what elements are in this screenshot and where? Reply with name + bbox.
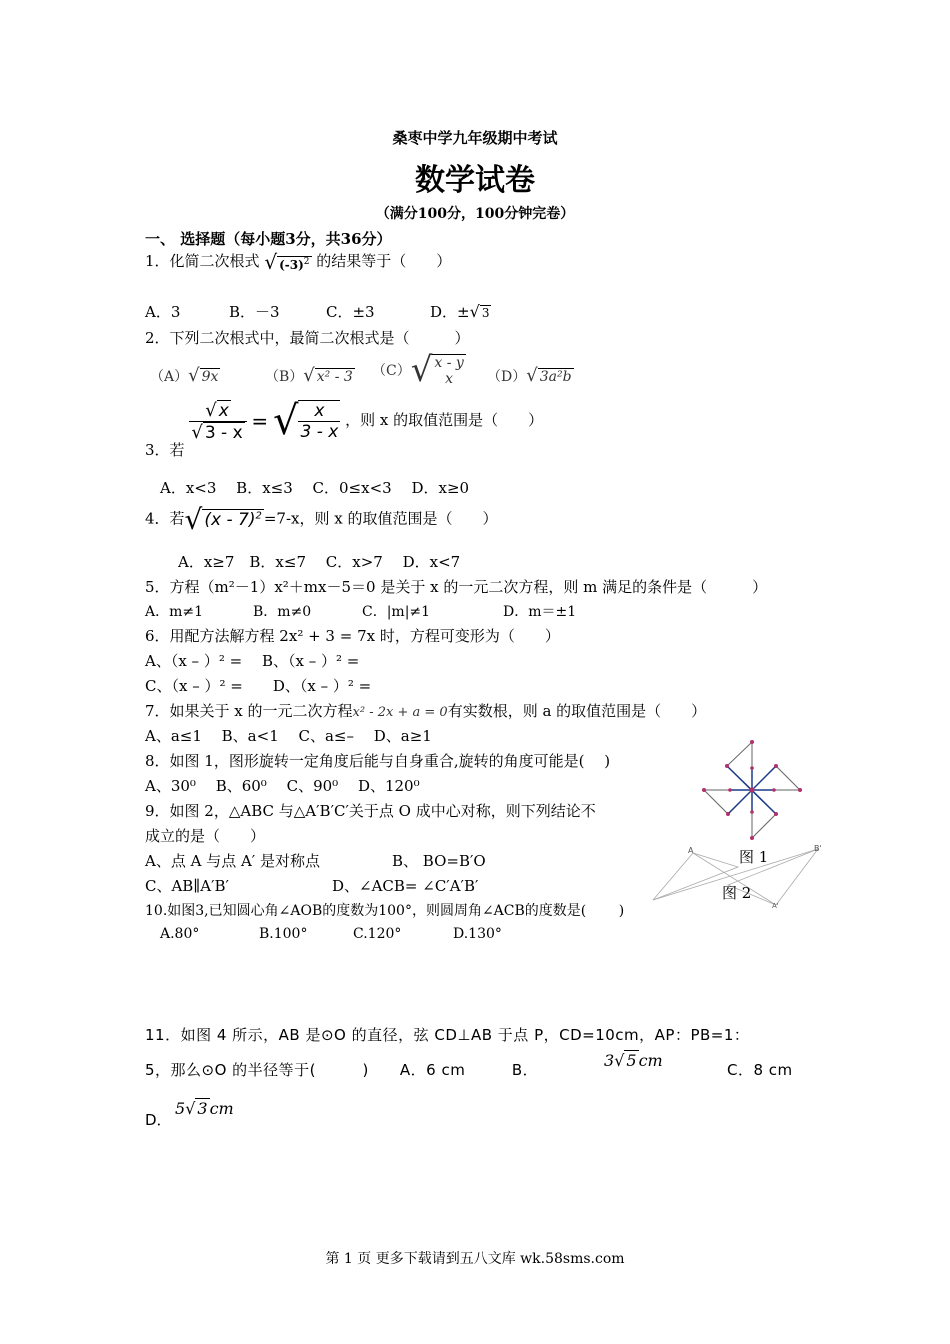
q11-option-c: C．8 cm bbox=[727, 1061, 793, 1079]
question-8: 8．如图 1，图形旋转一定角度后能与自身重合,旋转的角度可能是( ) bbox=[145, 752, 611, 770]
figure-2-point-c: A' bbox=[772, 902, 779, 910]
question-10: 10.如图3,已知圆心角∠AOB的度数为100°，则圆周角∠ACB的度数是( ) bbox=[145, 903, 625, 919]
q2-a-radicand: 9x bbox=[201, 369, 219, 385]
q3-lead: 3．若 bbox=[145, 441, 185, 459]
question-1 bbox=[145, 250, 451, 274]
figure-2-point-b: B' bbox=[814, 844, 822, 853]
q3-tail: ，则 x 的取值范围是（ ） bbox=[345, 411, 544, 429]
q3-options: A．x<3 B．x≤3 C．0≤x<3 D．x≥0 bbox=[160, 479, 470, 497]
q3-left-denominator: √ 3 - x bbox=[191, 421, 243, 443]
figure-1-caption: 图 1 bbox=[739, 848, 769, 866]
figure-2-point-a: A bbox=[688, 846, 694, 855]
question-9-line-1: 9．如图 2，△ABC 与△A′B′C′关于点 O 成中心对称，则下列结论不 bbox=[145, 802, 596, 820]
q1-option-d: D．±√ 3 bbox=[430, 302, 490, 321]
question-6: 6．用配方法解方程 2x² + 3 = 7x 时，方程可变形为（ ） bbox=[145, 627, 560, 645]
question-11-line-2: 5，那么⊙O 的半径等于( ) A．6 cm B． bbox=[145, 1061, 539, 1079]
q11-option-b-value: 3√ 5 cm bbox=[604, 1051, 663, 1070]
q2-d-label: （D） bbox=[487, 369, 527, 385]
exam-school-title: 桑枣中学九年级期中考试 bbox=[392, 129, 558, 147]
question-4: 4．若√ (x - 7)$^2$ =7-x，则 x 的取值范围是（ ） bbox=[145, 503, 498, 536]
q3-right-fraction: $\frac{x}{3 - x}$ bbox=[300, 401, 339, 442]
q2-a-label: （A） bbox=[150, 369, 189, 385]
page-footer: 第 1 页 更多下载请到五八文库 wk.58sms.com bbox=[325, 1251, 625, 1267]
q2-option-a: （A）√ 9x bbox=[150, 365, 219, 386]
q5-option-d: D．m＝±1 bbox=[503, 604, 577, 620]
question-3: 3．若 $\frac{√ x}{√ 3 - x}$ = √ $\frac{x}{3 - x}$ ，则 x 的取值范围是（ ） bbox=[145, 398, 544, 459]
q4-radicand: (x - 7) bbox=[204, 510, 256, 530]
exam-score-note: （满分100分，100分钟完卷） bbox=[375, 206, 575, 222]
question-11-line-1: 11．如图 4 所示，AB 是⊙O 的直径，弦 CD⊥AB 于点 P，CD=10cm，AP：PB=1： bbox=[145, 1026, 750, 1044]
q1-option-c: C．±3 bbox=[326, 303, 375, 321]
question-5: 5．方程（m²－1）x²＋mx－5＝0 是关于 x 的一元二次方程，则 m 满足的条件是（ ） bbox=[145, 578, 768, 596]
q2-c-numerator: x - y bbox=[434, 354, 464, 371]
question-9-line-2: 成立的是（ ） bbox=[145, 827, 266, 845]
q2-option-b: （B）√ x² - 3 bbox=[265, 365, 353, 386]
q1-radicand: (-3) bbox=[279, 258, 304, 272]
q9-option-a: A、点 A 与点 A′ 是对称点 bbox=[145, 852, 320, 870]
figure-1-pinwheel bbox=[700, 738, 810, 843]
figure-2-caption: 图 2 bbox=[722, 884, 752, 902]
q11-option-d-label: D． bbox=[145, 1111, 172, 1129]
q1-option-b: B．－3 bbox=[229, 303, 280, 321]
q2-c-label: （C） bbox=[372, 363, 411, 379]
q10-option-d: D.130° bbox=[453, 926, 502, 942]
q1-stem-end: 的结果等于（ ） bbox=[316, 252, 452, 270]
q9-option-d: D、∠ACB= ∠C′A′B′ bbox=[332, 877, 479, 895]
q1-option-d-radicand: 3 bbox=[481, 306, 490, 320]
q4-exponent: 2 bbox=[255, 510, 262, 522]
q10-option-b: B.100° bbox=[259, 926, 308, 942]
q9-option-b: B、 BO=B′O bbox=[392, 852, 486, 870]
q2-b-radicand: x² - 3 bbox=[316, 369, 353, 385]
q1-option-a: A．3 bbox=[145, 303, 181, 321]
q2-option-d: （D）√ 3a²b bbox=[487, 365, 572, 386]
q2-d-radicand: 3a²b bbox=[539, 369, 572, 385]
q7-equation: x² - 2x + a = 0 bbox=[352, 705, 448, 720]
q7-options: A、a≤1 B、a<1 C、a≤– D、a≥1 bbox=[145, 727, 432, 745]
q2-c-denominator: x bbox=[445, 370, 454, 387]
q3-left-numerator: √ x bbox=[189, 400, 246, 422]
q9-option-c: C、AB∥A′B′ bbox=[145, 877, 229, 895]
q1-radical: √ $(-3)^2$ bbox=[264, 250, 310, 274]
q2-b-label: （B） bbox=[265, 369, 304, 385]
q4-tail: =7-x，则 x 的取值范围是（ ） bbox=[263, 509, 498, 528]
q6-options-row-2: C、（x – ）² = D、（x – ）² = bbox=[145, 677, 372, 695]
question-2: 2．下列二次根式中，最简二次根式是（ ） bbox=[145, 329, 470, 347]
q2-option-c: （C）√ x - y x bbox=[372, 350, 464, 390]
q7-stem-end: 有实数根，则 a 的取值范围是（ ） bbox=[447, 702, 707, 720]
question-7 bbox=[145, 700, 706, 721]
q4-options: A．x≥7 B．x≤7 C．x>7 D．x<7 bbox=[178, 553, 461, 571]
q7-stem-start: 7．如果关于 x 的一元二次方程 bbox=[145, 702, 353, 720]
q5-option-c: C．|m|≠1 bbox=[362, 604, 431, 620]
q6-options-row-1: A、（x – ）² = B、（x – ）² = bbox=[145, 652, 360, 670]
q5-option-a: A．m≠1 bbox=[145, 604, 204, 620]
q1-exponent: 2 bbox=[303, 257, 310, 267]
q5-option-b: B．m≠0 bbox=[253, 604, 312, 620]
q1-option-d-label: D．± bbox=[430, 303, 470, 321]
q1-stem-start: 1．化简二次根式 bbox=[145, 252, 260, 270]
q4-lead: 4．若 bbox=[145, 509, 185, 528]
section-heading: 一、 选择题（每小题3分，共36分） bbox=[145, 230, 392, 248]
q8-options: A、30⁰ B、60⁰ C、90⁰ D、120⁰ bbox=[145, 777, 420, 795]
q11-option-d-value: 5√ 3 cm bbox=[175, 1099, 234, 1118]
q10-option-a: A.80° bbox=[160, 926, 200, 942]
q10-option-c: C.120° bbox=[353, 926, 402, 942]
exam-main-title: 数学试卷 bbox=[415, 163, 535, 198]
